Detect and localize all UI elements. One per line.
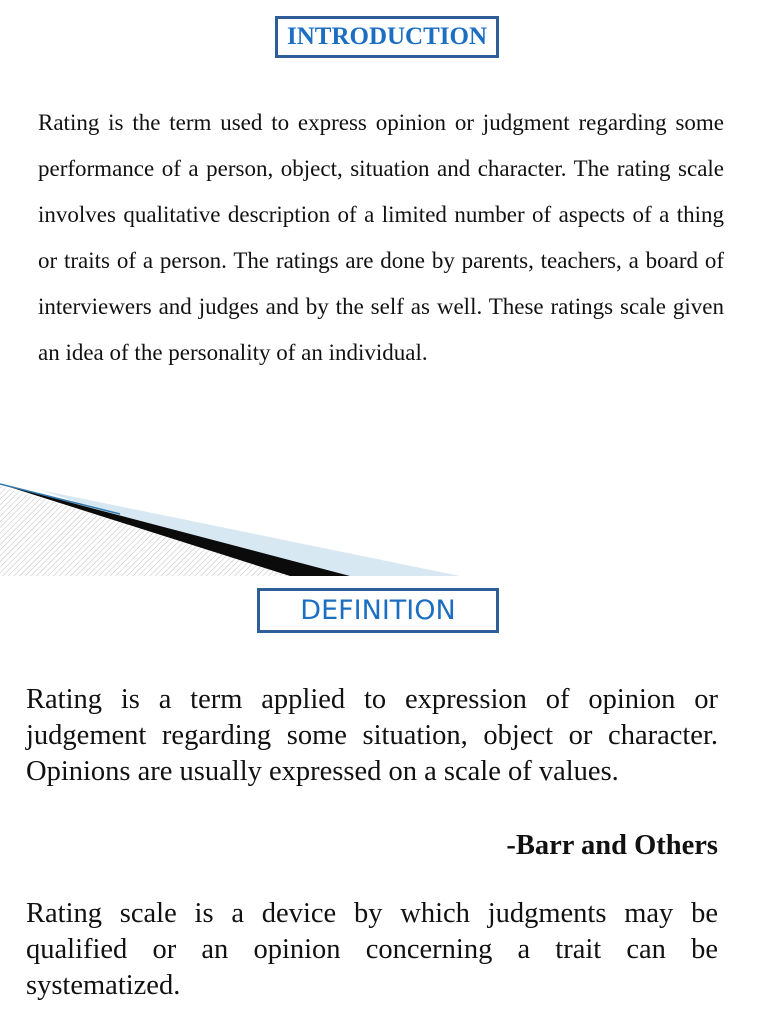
definition-paragraph-2: Rating scale is a device by which judgments may be qualified or an opinion concerning a trait can be systematized.: [26, 898, 718, 1001]
definition-paragraph-1: Rating is a term applied to expression of opinion or judgement regarding some situation, object or character. Opinions are usually expressed on a scale of values.: [26, 684, 718, 787]
introduction-title: INTRODUCTION: [275, 16, 499, 58]
introduction-paragraph: Rating is the term used to express opinion or judgment regarding some performance of a person, object, situation and character. The rating scale involves qualitative description of a limited number of aspects of a thing or traits of a person. The ratings are done by parents, teachers, a board of interviewers and judges and by the self as well. These ratings scale given an idea of the personality of an individual.: [38, 110, 724, 365]
definition-attribution: -Barr and Others: [506, 830, 718, 861]
definition-title: DEFINITION: [257, 588, 499, 633]
decorative-banner: [0, 482, 768, 576]
slide-definition: [0, 576, 768, 1024]
